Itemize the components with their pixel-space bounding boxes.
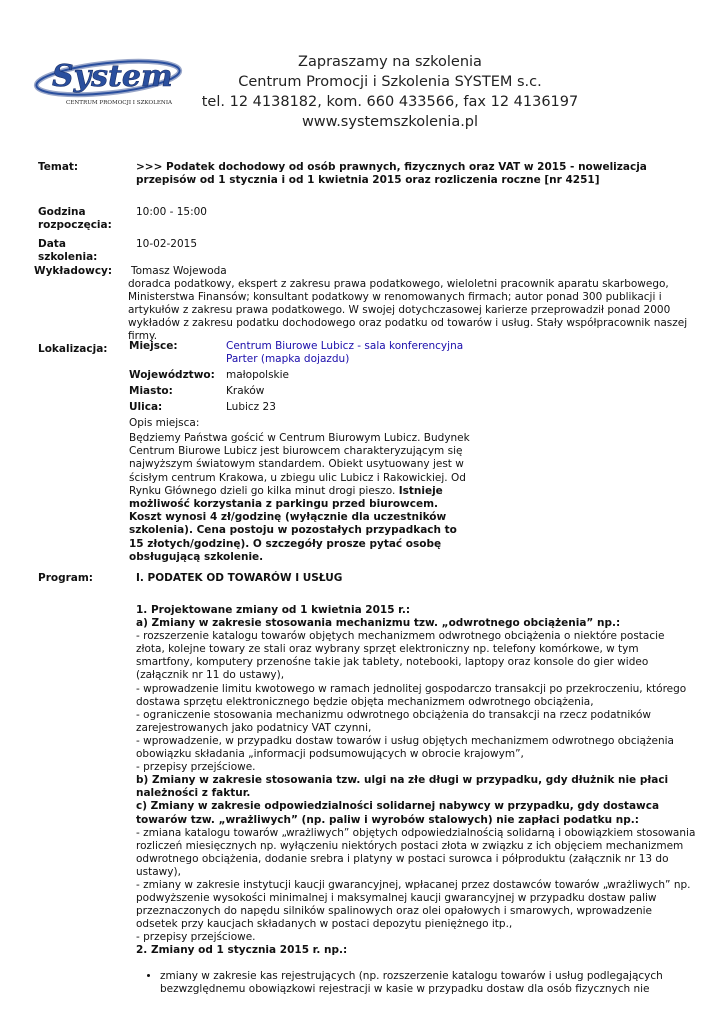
program-label: Program: <box>38 572 94 584</box>
program-bullet-list <box>136 970 696 996</box>
wykladowcy-label: Wykładowcy: <box>34 265 113 277</box>
temat-label: Temat: <box>38 161 79 173</box>
map-link[interactable]: Parter (mapka dojazdu) <box>226 353 350 365</box>
program-point-1: 1. Projektowane zmiany od 1 kwietnia 2015 r.: <box>136 604 411 616</box>
opis-label: Opis miejsca: <box>129 417 200 429</box>
program-section-1: I. PODATEK OD TOWARÓW I USŁUG <box>136 572 343 584</box>
ulica-value: Lubicz 23 <box>226 401 276 413</box>
program-a-title: a) Zmiany w zakresie stosowania mechanizmu tzw. „odwrotnego obciążenia” np.: <box>136 617 621 630</box>
program-c-2: - zmiany w zakresie instytucji kaucji gwarancyjnej, wpłacanej przez dostawców towarów „wrażliwych” np. podwyższenie wysokości minimalnej i maksymalnej kaucji gwarancyjnej w przypadku dostaw paliw przeznaczonych do napędu silników spalinowych oraz olei opałowych i smarowych, wprowadzenie odsetek przy kaucjach składanych w postaci depozytu pieniężnego itp., <box>136 878 691 931</box>
wojewodztwo-label: Województwo: <box>129 369 215 381</box>
training-title: >>> Podatek dochodowy od osób prawnych, fizycznych oraz VAT w 2015 - nowelizacja przepisów od 1 stycznia i od 1 kwietnia 2015 oraz rozliczenia roczne [nr 4251] <box>136 161 647 186</box>
lokalizacja-label: Lokalizacja: <box>38 343 108 355</box>
lecturer-bio: doradca podatkowy, ekspert z zakresu prawa podatkowego, wieloletni pracownik aparatu skarbowego, Ministerstwa Finansów; konsultant podatkowy w renomowanych firmach; autor ponad 300 publikacji i artykułów z zakresu prawa podatkowego. W swojej dotychczasowej karierze przeprowadził ponad 2000 wykładów z zakresu podatku dochodowego oraz podatku od towarów i usług. Stały współpracownik naszej firmy. <box>128 278 688 342</box>
system-logo <box>30 50 190 110</box>
ulica-label: Ulica: <box>129 401 163 413</box>
parking-info: Istnieje możliwość korzystania z parkingu przed biurowcem. Koszt wynosi 4 zł/godzinę (wyłącznie dla uczestników szkolenia). Cena postoju w pozostałych przypadkach to 15 złotych/godzinę). O szczegóły prosze pytać osobę obsługującą szkolenie. <box>129 484 457 563</box>
program-a-2: - wprowadzenie limitu kwotowego w ramach jednolitej gospodarczo transakcji po przekroczeniu, którego dostawa sprzętu elektronicznego będzie objęta mechanizmem odwrotnego obciążenia, <box>136 682 687 708</box>
godzina-label: Godzina rozpoczęcia: <box>38 206 112 231</box>
data-value: 10-02-2015 <box>136 238 198 250</box>
miasto-label: Miasto: <box>129 385 173 397</box>
page-header <box>0 40 725 140</box>
header-contact <box>195 52 585 132</box>
lecturer-info <box>128 265 698 343</box>
program-c-title: c) Zmiany w zakresie odpowiedzialności solidarnej nabywcy w przypadku, gdy dostawca towarów tzw. „wrażliwych” (np. paliw i wyrobów stalowych) nie zapłaci podatku np.: <box>136 800 660 826</box>
miasto-value: Kraków <box>226 385 265 397</box>
program-a-4: - wprowadzenie, w przypadku dostaw towarów i usług objętych mechanizmem odwrotnego obciążenia obowiązku składania „informacji podsumowujących w obrocie krajowym”, <box>136 734 674 761</box>
program-content <box>136 604 696 996</box>
header-line-1: Zapraszamy na szkolenia <box>298 54 482 70</box>
miejsce-label: Miejsce: <box>129 340 178 352</box>
program-b-title: b) Zmiany w zakresie stosowania tzw. ulgi na złe długi w przypadku, gdy dłużnik nie płaci należności z faktur. <box>136 774 669 800</box>
svg-text:System: System <box>52 59 173 94</box>
header-website: www.systemszkolenia.pl <box>301 114 479 130</box>
program-c-3: - przepisy przejściowe. <box>136 931 256 944</box>
program-a-1: - rozszerzenie katalogu towarów objętych mechanizmem odwrotnego obciążenia o niektóre postacie złota, kolejne towary ze stali oraz wybrany sprzęt elektroniczny np. telefony komórkowe, w tym smartfony, komputery przenośne takie jak tablety, notebooki, laptopy oraz konsole do gier wideo (załącznik nr 11 do ustawy), <box>136 630 665 682</box>
program-point-2: 2. Zmiany od 1 stycznia 2015 r. np.: <box>136 944 348 957</box>
miejsce-link[interactable]: Centrum Biurowe Lubicz - sala konferencyjna Parter (mapka dojazdu) <box>226 340 464 365</box>
wojewodztwo-value: małopolskie <box>226 369 290 381</box>
venue-description <box>129 432 474 564</box>
data-label: Data szkolenia: <box>38 238 98 263</box>
list-item: • zmiany w zakresie kas rejestrujących (np. rozszerzenie katalogu towarów i usług podlegających bezwzględnemu obowiązkowi rejestracji w kasie w przypadku dostaw dla osób fizycznych nie <box>160 970 696 996</box>
header-line-3: tel. 12 4138182, kom. 660 433566, fax 12 4136197 <box>201 94 579 110</box>
venue-description-text: Będziemy Państwa gościć w Centrum Biurowym Lubicz. Budynek Centrum Biurowe Lubicz jest biurowcem charakteryzującym się najwyższym światowym standardem. Obiekt usytuowany jest w ścisłym centrum Krakowa, u zbiegu ulic Lubicz i Rakowickiej. Od Rynku Głównego dzieli go kilka minut drogi pieszo. <box>129 432 470 497</box>
godzina-value: 10:00 - 15:00 <box>136 206 207 218</box>
svg-text:CENTRUM PROMOCJI I SZKOLENIA: CENTRUM PROMOCJI I SZKOLENIA <box>66 100 173 106</box>
program-a-3: - ograniczenie stosowania mechanizmu odwrotnego obciążenia do transakcji na rzecz podatników zarejestrowanych jako podatnicy VAT czynni, <box>136 708 651 734</box>
lecturer-name: Tomasz Wojewoda <box>131 265 227 277</box>
program-a-5: - przepisy przejściowe. <box>136 761 256 774</box>
program-c-1: - zmiana katalogu towarów „wrażliwych” objętych odpowiedzialnością solidarną i obowiązkiem stosowania rozliczeń miesięcznych np. wyłączeniu niektórych postaci złota w związku z ich objęciem mechanizmem odwrotnego obciążenia, dodanie srebra i platyny w postaci surowca i półproduktu (załącznik nr 13 do ustawy), <box>136 826 696 878</box>
header-line-2: Centrum Promocji i Szkolenia SYSTEM s.c. <box>238 74 542 90</box>
